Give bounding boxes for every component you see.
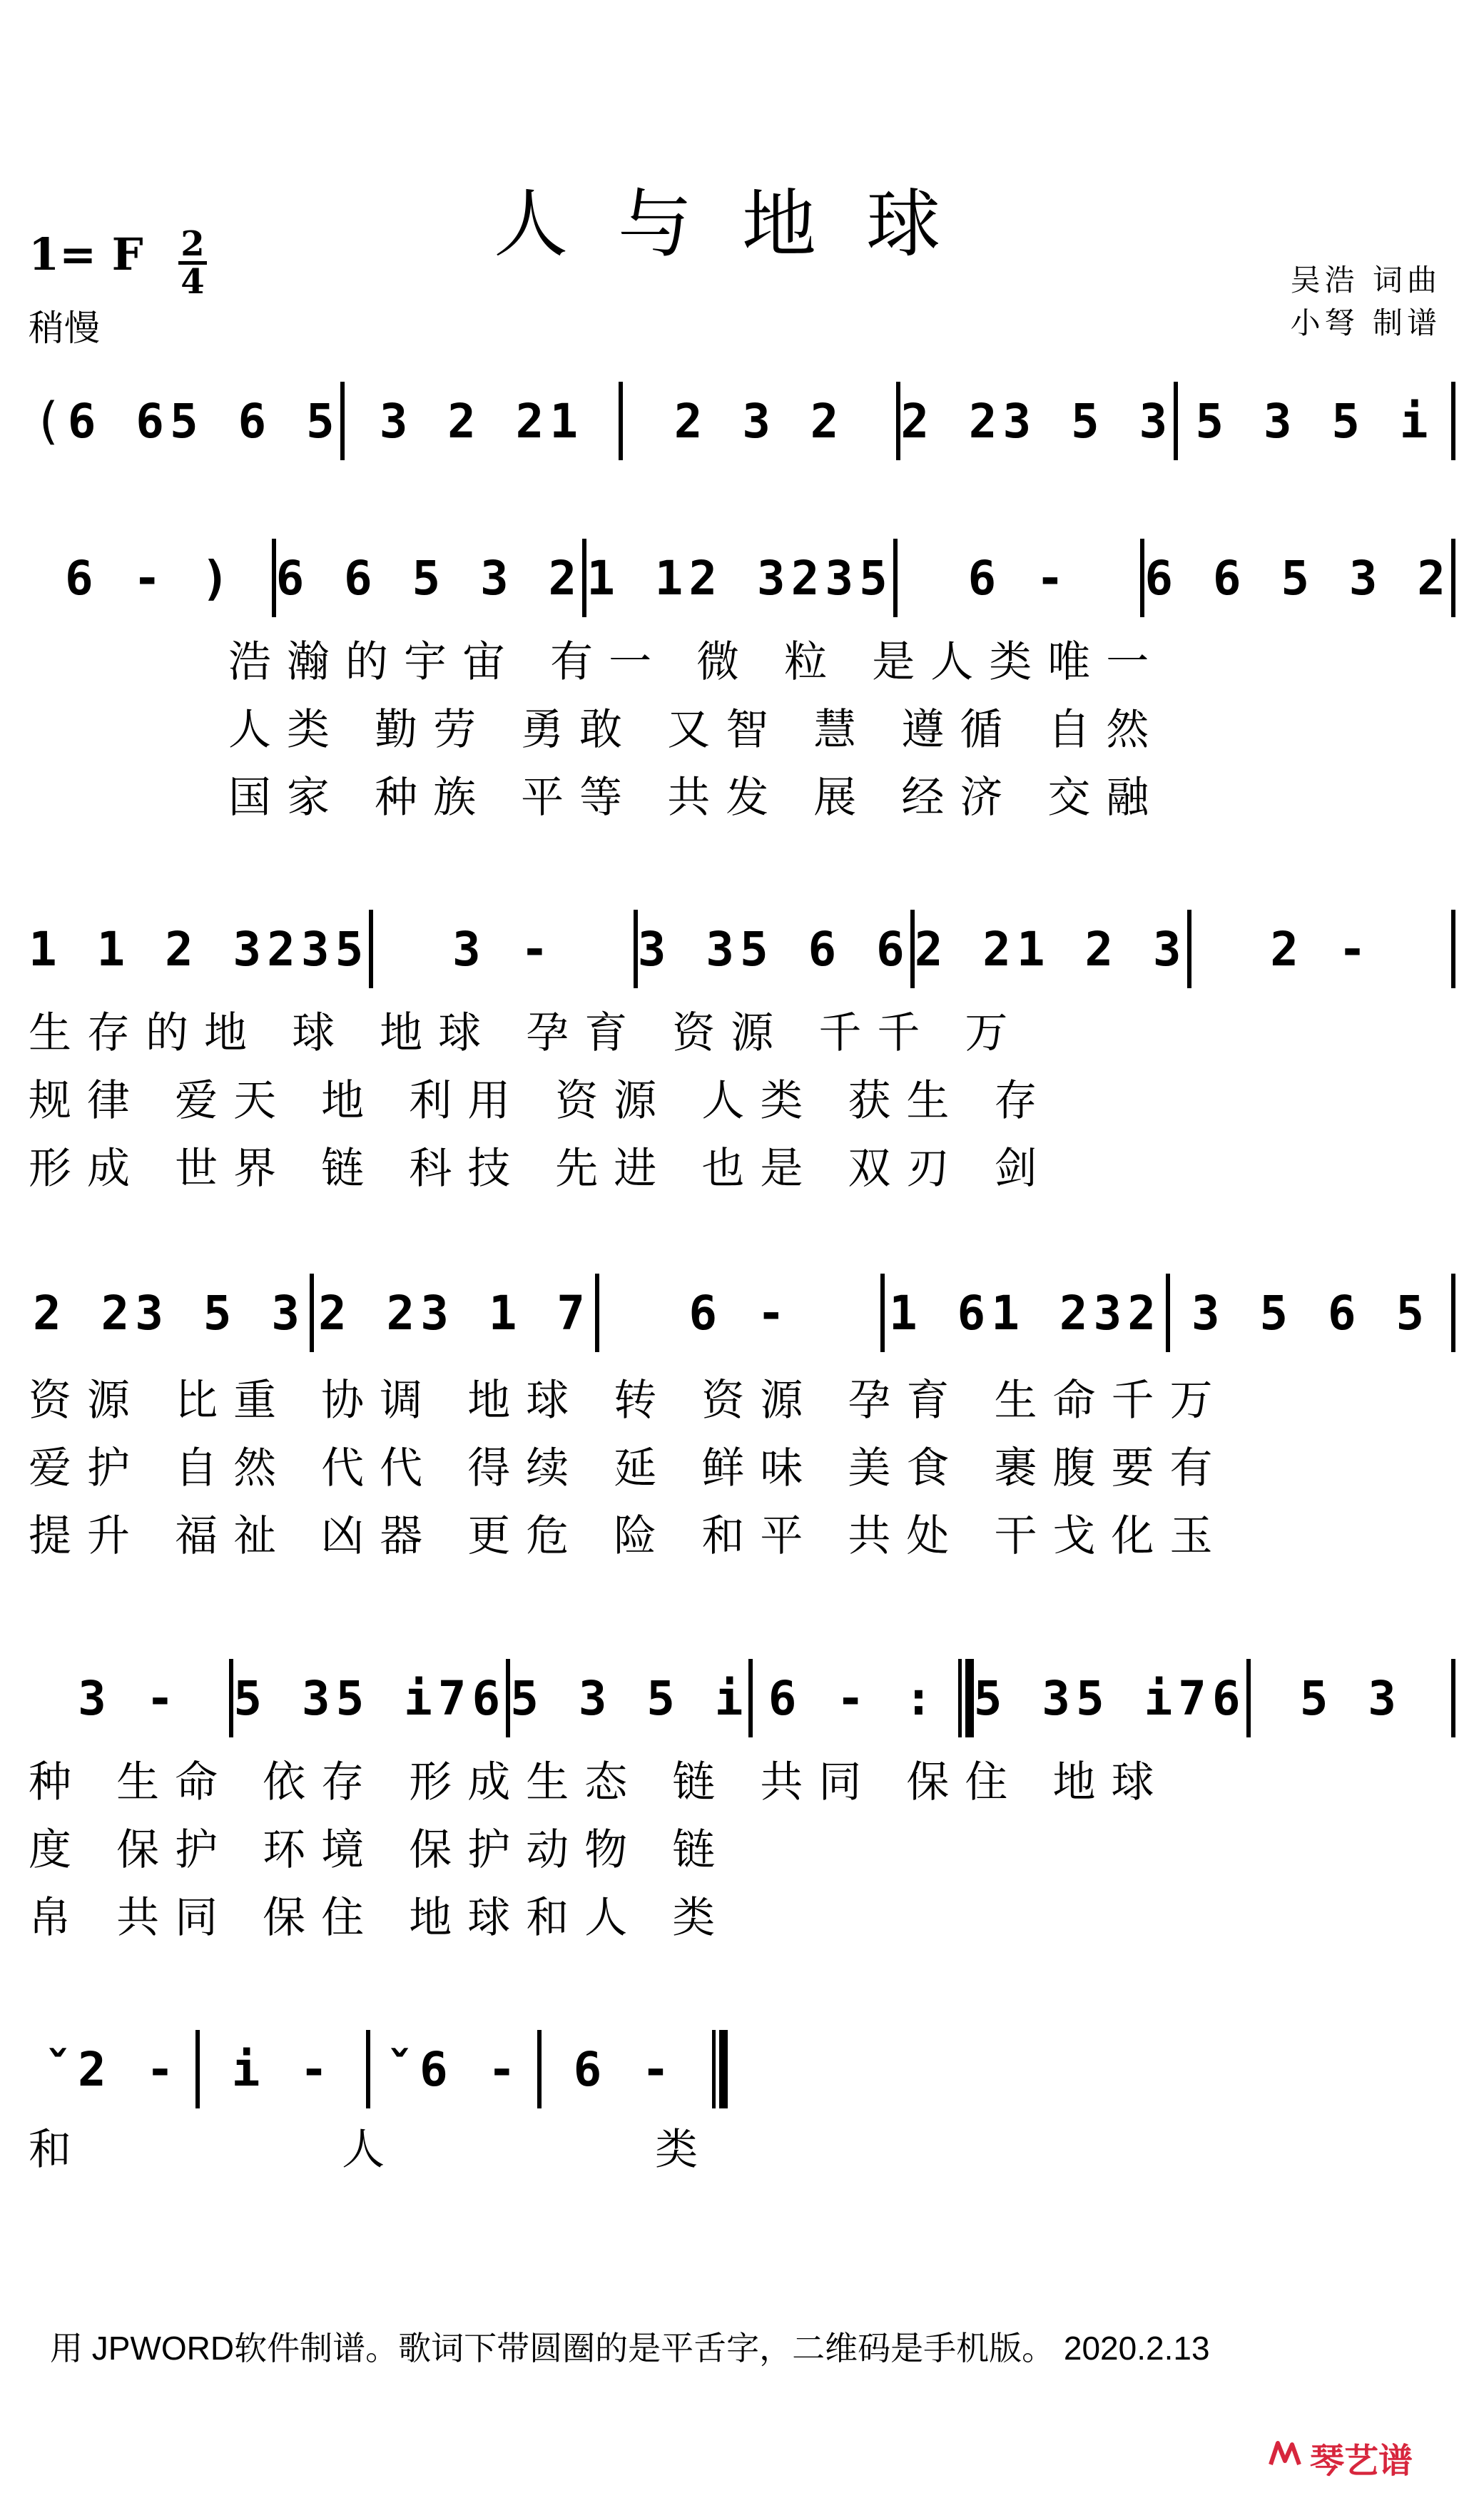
measure: 6 6 5 3 2	[1144, 550, 1451, 606]
key-signature: 1= F	[29, 228, 143, 280]
barline	[1451, 1659, 1455, 1737]
measure: 5 3	[1299, 1670, 1402, 1726]
score-system-1	[29, 382, 1455, 460]
measure: ˇ2 -	[44, 2041, 181, 2097]
score-system-6	[29, 2030, 728, 2108]
measure: 2 23 1 7	[318, 1285, 591, 1341]
barline	[1451, 382, 1455, 460]
time-signature	[178, 224, 207, 302]
measure: ˇ6 -	[385, 2041, 522, 2097]
measure: i -	[231, 2041, 334, 2097]
measure: 2 23 5 3	[33, 1285, 305, 1341]
page-title: 人与地球	[493, 181, 990, 268]
lyric-line: 规律 爱天 地 利用 资源 人类 获生 存	[29, 1076, 1053, 1126]
measure-repeat-end: 6 - :	[768, 1670, 939, 1726]
repeat-barline	[958, 1659, 974, 1737]
meter-top: 2	[178, 227, 207, 265]
lyric-line: 度 保护 环境 保护动物 链	[29, 1825, 731, 1875]
measure: 3 35 6 6	[637, 921, 910, 977]
measure: 5 3 5 i	[510, 1670, 749, 1726]
measure: 2 21 2 3	[914, 921, 1187, 977]
barline	[1451, 539, 1455, 617]
measure: 6 - )	[64, 550, 235, 606]
lyric-line: 种 生命 依存 形成生态 链 共同 保住 地球	[29, 1757, 1170, 1807]
meter-bottom: 4	[181, 262, 205, 302]
site-logo[interactable]	[1267, 2433, 1413, 2482]
measure: 5 35 i76	[233, 1670, 507, 1726]
measure: 1 12 3235	[586, 550, 893, 606]
measure: 2 23 5 3	[900, 393, 1174, 449]
measure: 6 65 6 5	[67, 393, 340, 449]
measure: 3 5 6 5	[1191, 1285, 1430, 1341]
barline	[1451, 910, 1455, 988]
credit-score: 小弩 制谱	[1290, 305, 1441, 340]
measure: 6 -	[688, 1285, 791, 1341]
measure: 6 -	[573, 2041, 676, 2097]
lyric-line: 提升 福祉 凶器 更危 险 和平 共处 干戈化玉	[29, 1511, 1229, 1561]
final-barline	[712, 2030, 728, 2108]
score-system-5	[29, 1659, 1455, 1737]
lyric-line: 爱护 自然 代代 得续 延 鲜味 美食 裹腹要有	[29, 1443, 1229, 1493]
lyric-line: 和 人 类	[29, 2125, 827, 2175]
score-system-3	[29, 910, 1455, 988]
score-system-2	[29, 539, 1455, 617]
lyric-line: 生存的地 球 地球 孕育 资源 千千 万	[29, 1008, 1024, 1058]
lyric-line: 形成 世界 链 科技 先进 也是 双刃 剑	[29, 1144, 1053, 1194]
measure: 2 3 2	[674, 393, 845, 449]
measure: 3 2 21	[379, 393, 584, 449]
lyric-line: 浩瀚的宇宙 有一 微 粒 是人类唯一	[228, 637, 1165, 687]
barline	[1451, 1274, 1455, 1352]
logo-text: 琴艺谱	[1309, 2441, 1413, 2481]
measure: 6 -	[967, 550, 1070, 606]
lyric-line: 帛 共同 保住 地球和人 类	[29, 1893, 731, 1943]
tempo-marking: 稍慢	[29, 308, 100, 349]
footer-note: 用 JPWORD软件制谱。歌词下带圆圈的是平舌字，二维码是手机版。 2020.2.13	[50, 2330, 1210, 2367]
measure: 3 -	[78, 1670, 181, 1726]
credit-lyrics: 吴浩 词曲	[1290, 263, 1441, 298]
measure: 1 1 2 3235	[29, 921, 370, 977]
lyric-line: 资源 比重 协调 地球 转 资源 孕育 生命千万	[29, 1376, 1229, 1426]
lyric-line: 人类 勤劳 勇敢 又智 慧 遵循 自然	[228, 705, 1165, 755]
measure: 5 35 i76	[973, 1670, 1246, 1726]
opening-paren: (	[33, 392, 63, 450]
measure: 5 3 5 i	[1195, 393, 1434, 449]
measure: 1 61 232	[889, 1285, 1162, 1341]
measure: 6 6 5 3 2	[275, 550, 583, 606]
qinyipu-logo-icon	[1267, 2436, 1303, 2480]
score-system-4	[29, 1274, 1455, 1352]
lyric-line: 国家 种族 平等 共发 展 经济 交融	[228, 773, 1165, 823]
measure: 3 -	[452, 921, 555, 977]
measure: 2 -	[1270, 921, 1373, 977]
